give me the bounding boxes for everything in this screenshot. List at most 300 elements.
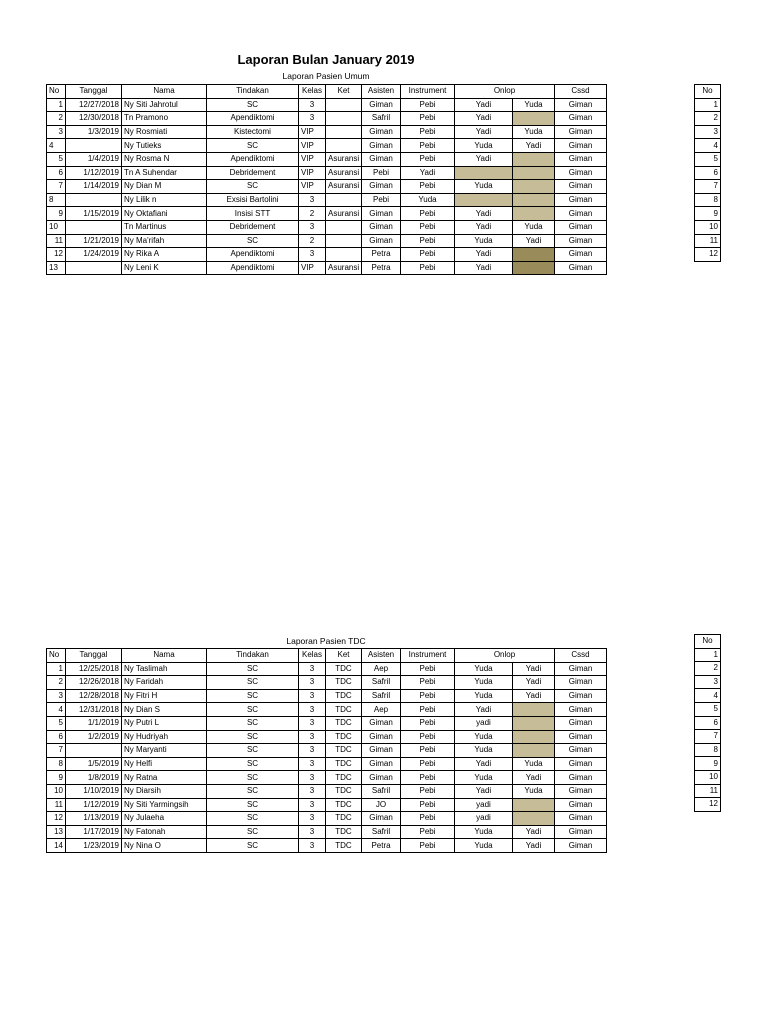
cell-kelas: VIP [299,152,326,166]
cell-onlop-2 [513,112,555,126]
cell-kelas: 3 [299,248,326,262]
cell-onlop-2 [513,261,555,275]
cell-tanggal: 12/31/2018 [66,703,122,717]
cell-tindakan: SC [207,744,299,758]
cell-ket: TDC [326,662,362,676]
cell-ket: Asuransi [326,166,362,180]
cell-tindakan: SC [207,825,299,839]
cell-asisten: Aep [362,662,401,676]
cell-tindakan: Debridement [207,220,299,234]
cell-no: 9 [47,771,66,785]
table-row [47,798,607,812]
cell-tindakan: Apendiktomi [207,261,299,275]
cell-nama: Ny Leni K [122,261,207,275]
cell-tindakan: SC [207,98,299,112]
cell-asisten: Giman [362,98,401,112]
cell-tindakan: SC [207,689,299,703]
cell-nama: Ny Ma'rifah [122,234,207,248]
cell-ket [326,234,362,248]
cell-no: 7 [47,180,66,194]
header-asisten: Asisten [362,649,401,663]
side-cell-no: 8 [695,743,721,757]
cell-instrument: Pebi [401,98,455,112]
cell-kelas: 3 [299,839,326,853]
cell-asisten: Petra [362,248,401,262]
side-cell-no: 7 [695,730,721,744]
cell-tanggal: 1/1/2019 [66,716,122,730]
cell-onlop-2: Yuda [513,98,555,112]
cell-cssd: Giman [555,825,607,839]
cell-cssd: Giman [555,839,607,853]
cell-onlop-2: Yadi [513,825,555,839]
cell-tindakan: Insisi STT [207,207,299,221]
cell-nama: Ny Hudriyah [122,730,207,744]
cell-cssd: Giman [555,193,607,207]
cell-instrument: Yadi [401,166,455,180]
table-header-row [47,649,607,663]
cell-kelas: 3 [299,812,326,826]
cell-tanggal: 12/25/2018 [66,662,122,676]
table-row [47,180,607,194]
cell-tanggal: 1/8/2019 [66,771,122,785]
cell-tanggal: 12/27/2018 [66,98,122,112]
table-row [47,784,607,798]
header-instrument: Instrument [401,85,455,99]
cell-tanggal: 12/30/2018 [66,112,122,126]
cell-kelas: 3 [299,112,326,126]
cell-kelas: 3 [299,744,326,758]
cell-ket [326,112,362,126]
header-onlop: Onlop [455,85,555,99]
header-tanggal: Tanggal [66,649,122,663]
cell-no: 13 [47,825,66,839]
cell-asisten: Giman [362,125,401,139]
cell-nama: Ny Julaeha [122,812,207,826]
cell-onlop-1: Yuda [455,730,513,744]
cell-instrument: Yuda [401,193,455,207]
tdc-side-table [694,634,721,812]
header-ket: Ket [326,85,362,99]
cell-kelas: 3 [299,220,326,234]
cell-no: 6 [47,166,66,180]
cell-asisten: Safril [362,825,401,839]
cell-cssd: Giman [555,662,607,676]
cell-ket: TDC [326,716,362,730]
cell-nama: Tn Pramono [122,112,207,126]
cell-tanggal: 1/15/2019 [66,207,122,221]
cell-no: 5 [47,152,66,166]
cell-tindakan: SC [207,180,299,194]
cell-no: 12 [47,812,66,826]
side-cell-no: 12 [695,798,721,812]
cell-tanggal: 1/13/2019 [66,812,122,826]
cell-cssd: Giman [555,220,607,234]
table-row [47,771,607,785]
cell-ket [326,193,362,207]
cell-kelas: 2 [299,207,326,221]
table-row [47,98,607,112]
table-row [47,139,607,153]
cell-cssd: Giman [555,676,607,690]
cell-asisten: Giman [362,152,401,166]
cell-asisten: Petra [362,839,401,853]
cell-tindakan: Kistectomi [207,125,299,139]
cell-onlop-2: Yadi [513,139,555,153]
cell-instrument: Pebi [401,139,455,153]
cell-asisten: Aep [362,703,401,717]
cell-onlop-1: Yadi [455,261,513,275]
cell-ket: Asuransi [326,261,362,275]
cell-asisten: Pebi [362,166,401,180]
cell-instrument: Pebi [401,812,455,826]
cell-instrument: Pebi [401,771,455,785]
cell-onlop-1: yadi [455,812,513,826]
cell-kelas: 3 [299,716,326,730]
cell-no: 11 [47,798,66,812]
cell-kelas: 3 [299,98,326,112]
table-row [47,662,607,676]
cell-ket [326,125,362,139]
cell-tanggal: 1/3/2019 [66,125,122,139]
header-kelas: Kelas [299,649,326,663]
cell-onlop-1: Yuda [455,689,513,703]
cell-asisten: Giman [362,220,401,234]
cell-cssd: Giman [555,112,607,126]
cell-nama: Tn Martinus [122,220,207,234]
cell-onlop-1: Yadi [455,220,513,234]
cell-ket: TDC [326,825,362,839]
cell-instrument: Pebi [401,784,455,798]
cell-onlop-2 [513,193,555,207]
side-cell-no: 2 [695,112,721,126]
cell-onlop-2: Yuda [513,220,555,234]
cell-onlop-2: Yadi [513,839,555,853]
cell-kelas: 3 [299,662,326,676]
table-row [47,152,607,166]
cell-tanggal [66,220,122,234]
cell-onlop-1: Yadi [455,125,513,139]
cell-no: 1 [47,98,66,112]
cell-kelas: 3 [299,798,326,812]
cell-no: 14 [47,839,66,853]
side-cell-no: 8 [695,193,721,207]
cell-cssd: Giman [555,248,607,262]
cell-onlop-1: Yadi [455,757,513,771]
table-row [47,261,607,275]
cell-instrument: Pebi [401,180,455,194]
cell-asisten: JO [362,798,401,812]
cell-ket: TDC [326,689,362,703]
side-cell-no: 6 [695,166,721,180]
cell-nama: Ny Maryanti [122,744,207,758]
cell-nama: Ny Putri L [122,716,207,730]
cell-onlop-2 [513,248,555,262]
cell-asisten: Giman [362,812,401,826]
header-kelas: Kelas [299,85,326,99]
cell-cssd: Giman [555,152,607,166]
cell-cssd: Giman [555,784,607,798]
cell-onlop-2 [513,744,555,758]
table-row [47,812,607,826]
cell-instrument: Pebi [401,676,455,690]
cell-asisten: Giman [362,716,401,730]
cell-nama: Ny Siti Yarmingsih [122,798,207,812]
cell-no: 5 [47,716,66,730]
cell-kelas: 3 [299,825,326,839]
cell-ket: TDC [326,784,362,798]
cell-no: 2 [47,112,66,126]
side-cell-no: 12 [695,248,721,262]
cell-no: 4 [47,139,66,153]
cell-onlop-1: Yuda [455,839,513,853]
cell-onlop-2 [513,166,555,180]
cell-onlop-1: Yadi [455,152,513,166]
cell-cssd: Giman [555,771,607,785]
cell-onlop-2: Yuda [513,757,555,771]
cell-nama: Ny Nina O [122,839,207,853]
umum-table-body [47,98,607,275]
cell-onlop-2 [513,703,555,717]
cell-tanggal: 1/12/2019 [66,798,122,812]
cell-onlop-1: Yuda [455,662,513,676]
cell-nama: Tn A Suhendar [122,166,207,180]
cell-tanggal: 1/17/2019 [66,825,122,839]
table-row [47,730,607,744]
side-cell-no: 10 [695,220,721,234]
header-no: No [47,649,66,663]
cell-kelas: 3 [299,784,326,798]
cell-onlop-1: Yadi [455,248,513,262]
cell-cssd: Giman [555,744,607,758]
cell-nama: Ny Lilik n [122,193,207,207]
cell-asisten: Safril [362,784,401,798]
cell-cssd: Giman [555,125,607,139]
cell-onlop-1: yadi [455,716,513,730]
side-cell-no: 11 [695,784,721,798]
side-cell-no: 6 [695,716,721,730]
table-row [47,744,607,758]
cell-no: 10 [47,784,66,798]
header-tindakan: Tindakan [207,649,299,663]
cell-tindakan: SC [207,812,299,826]
cell-ket [326,139,362,153]
umum-side-table [694,84,721,262]
cell-no: 8 [47,757,66,771]
cell-kelas: VIP [299,125,326,139]
tdc-table-body [47,662,607,852]
cell-instrument: Pebi [401,125,455,139]
cell-cssd: Giman [555,703,607,717]
cell-ket: Asuransi [326,152,362,166]
table-row [47,125,607,139]
cell-instrument: Pebi [401,744,455,758]
cell-kelas: VIP [299,180,326,194]
cell-tindakan: SC [207,703,299,717]
cell-no: 8 [47,193,66,207]
cell-no: 1 [47,662,66,676]
cell-nama: Ny Taslimah [122,662,207,676]
cell-no: 10 [47,220,66,234]
header-onlop: Onlop [455,649,555,663]
cell-tanggal: 1/10/2019 [66,784,122,798]
cell-cssd: Giman [555,689,607,703]
umum-subtitle: Laporan Pasien Umum [282,71,370,81]
cell-no: 3 [47,125,66,139]
cell-tanggal: 12/28/2018 [66,689,122,703]
cell-tanggal: 1/14/2019 [66,180,122,194]
header-instrument: Instrument [401,649,455,663]
side-header: No [695,85,721,99]
header-asisten: Asisten [362,85,401,99]
cell-asisten: Petra [362,261,401,275]
cell-instrument: Pebi [401,730,455,744]
cell-tanggal: 1/2/2019 [66,730,122,744]
cell-instrument: Pebi [401,757,455,771]
header-ket: Ket [326,649,362,663]
cell-ket: Asuransi [326,180,362,194]
cell-kelas: 3 [299,193,326,207]
cell-nama: Ny Fitri H [122,689,207,703]
umum-table [46,84,607,275]
cell-tanggal: 1/21/2019 [66,234,122,248]
cell-nama: Ny Rosma N [122,152,207,166]
cell-cssd: Giman [555,812,607,826]
cell-cssd: Giman [555,207,607,221]
cell-instrument: Pebi [401,248,455,262]
header-no: No [47,85,66,99]
cell-instrument: Pebi [401,825,455,839]
cell-tindakan: SC [207,798,299,812]
cell-onlop-2: Yadi [513,234,555,248]
table-row [47,703,607,717]
cell-tanggal [66,261,122,275]
cell-asisten: Giman [362,234,401,248]
cell-kelas: 3 [299,689,326,703]
cell-asisten: Safril [362,689,401,703]
cell-asisten: Giman [362,207,401,221]
cell-instrument: Pebi [401,220,455,234]
cell-asisten: Giman [362,771,401,785]
cell-onlop-2 [513,152,555,166]
cell-onlop-1: Yuda [455,139,513,153]
cell-onlop-1: Yuda [455,825,513,839]
cell-tindakan: SC [207,234,299,248]
side-cell-no: 1 [695,98,721,112]
cell-tanggal [66,193,122,207]
cell-instrument: Pebi [401,716,455,730]
cell-tindakan: SC [207,730,299,744]
header-nama: Nama [122,85,207,99]
cell-tindakan: Debridement [207,166,299,180]
cell-cssd: Giman [555,234,607,248]
cell-onlop-2: Yadi [513,676,555,690]
cell-cssd: Giman [555,166,607,180]
side-cell-no: 5 [695,152,721,166]
cell-tindakan: SC [207,757,299,771]
cell-cssd: Giman [555,730,607,744]
header-nama: Nama [122,649,207,663]
cell-kelas: VIP [299,139,326,153]
cell-cssd: Giman [555,98,607,112]
cell-cssd: Giman [555,757,607,771]
cell-onlop-2 [513,716,555,730]
cell-tindakan: SC [207,662,299,676]
cell-onlop-1: Yuda [455,676,513,690]
cell-tanggal: 12/26/2018 [66,676,122,690]
report-title: Laporan Bulan January 2019 [237,52,415,67]
tdc-subtitle: Laporan Pasien TDC [286,636,366,646]
cell-no: 9 [47,207,66,221]
header-tanggal: Tanggal [66,85,122,99]
cell-kelas: VIP [299,261,326,275]
cell-tindakan: Exsisi Bartolini [207,193,299,207]
cell-nama: Ny Dian S [122,703,207,717]
side-cell-no: 7 [695,180,721,194]
header-tindakan: Tindakan [207,85,299,99]
cell-cssd: Giman [555,716,607,730]
cell-no: 4 [47,703,66,717]
cell-instrument: Pebi [401,703,455,717]
cell-tindakan: SC [207,139,299,153]
side-cell-no: 4 [695,139,721,153]
cell-onlop-1: Yadi [455,784,513,798]
cell-nama: Ny Dian M [122,180,207,194]
cell-tanggal: 1/12/2019 [66,166,122,180]
cell-nama: Ny Tutieks [122,139,207,153]
cell-ket: TDC [326,757,362,771]
cell-onlop-2: Yuda [513,784,555,798]
cell-nama: Ny Fatonah [122,825,207,839]
cell-onlop-1: Yuda [455,234,513,248]
table-row [47,207,607,221]
cell-cssd: Giman [555,139,607,153]
cell-nama: Ny Ratna [122,771,207,785]
cell-tanggal: 1/23/2019 [66,839,122,853]
table-row [47,220,607,234]
table-row [47,112,607,126]
table-row [47,757,607,771]
cell-asisten: Pebi [362,193,401,207]
cell-instrument: Pebi [401,152,455,166]
cell-no: 3 [47,689,66,703]
cell-cssd: Giman [555,261,607,275]
side-cell-no: 9 [695,757,721,771]
cell-no: 6 [47,730,66,744]
cell-kelas: 3 [299,676,326,690]
table-row [47,716,607,730]
cell-instrument: Pebi [401,839,455,853]
cell-asisten: Safril [362,676,401,690]
table-row [47,166,607,180]
cell-nama: Ny Diarsih [122,784,207,798]
cell-onlop-1: Yuda [455,744,513,758]
cell-ket: TDC [326,839,362,853]
cell-tanggal: 1/24/2019 [66,248,122,262]
cell-asisten: Giman [362,139,401,153]
cell-tindakan: Apendiktomi [207,248,299,262]
cell-kelas: 3 [299,730,326,744]
cell-no: 2 [47,676,66,690]
cell-tindakan: SC [207,839,299,853]
cell-ket: TDC [326,676,362,690]
cell-instrument: Pebi [401,234,455,248]
table-header-row [47,85,607,99]
cell-onlop-2 [513,812,555,826]
cell-nama: Ny Rika A [122,248,207,262]
cell-ket: TDC [326,798,362,812]
cell-tanggal [66,139,122,153]
cell-onlop-1 [455,166,513,180]
